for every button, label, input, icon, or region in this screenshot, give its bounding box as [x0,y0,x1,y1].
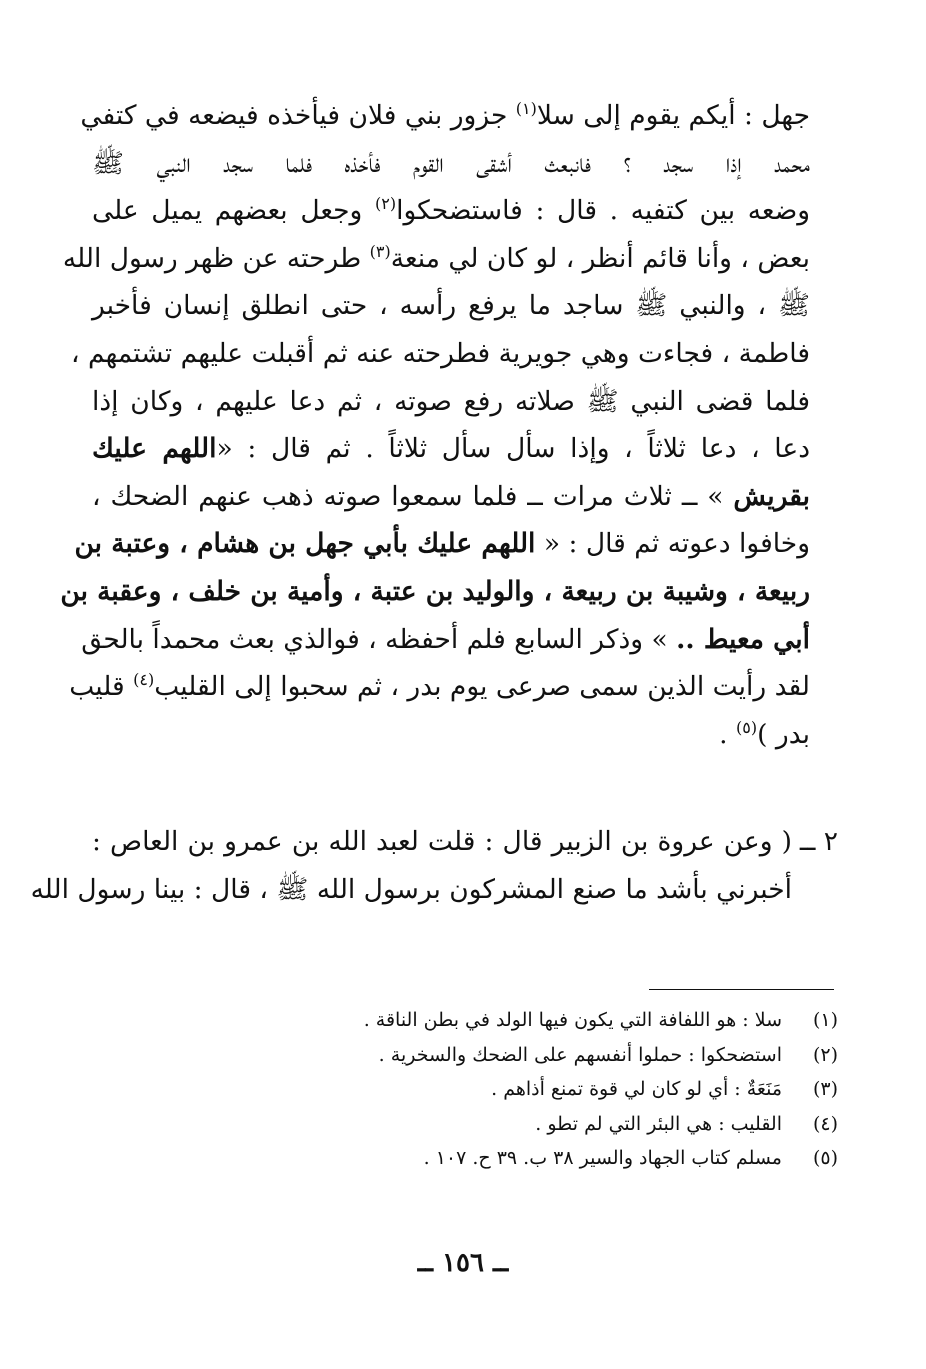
text-line-10: وخافوا دعوته ثم قال : « اللهم عليك بأبي جهل بن هشام ، وعتبة بن [74,528,810,560]
text-line-13: لقد رأيت الذين سمى صرعى يوم بدر ، ثم سحبوا إلى القليب$^{(٤)}$ قليب [69,670,810,703]
footnote-ref-1: (١) [515,99,537,119]
text-line-9: بقريش » ــ ثلاث مرات ــ فلما سمعوا صوته ذهب عنهم الضحك ، [92,480,810,512]
footnote-4: (٤) القليب : هي البئر التي لم تطو . [535,1112,838,1135]
text-line-8: دعا ، دعا ثلاثاً ، وإذا سأل سأل ثلاثاً . ثم قال : «اللهم عليك [92,433,810,465]
text-line-4: بعض ، وأنا قائم أنظر ، لو كان لي منعة$^{(٣)}$ طرحته عن ظهر رسول الله [62,241,810,274]
text-line-11: ربيعة ، وشيبة بن ربيعة ، والوليد بن عتبة ، وأمية بن خلف ، وعقبة بن [60,575,810,607]
text-line-3: وضعه بين كتفيه . قال : فاستضحكوا$^{(٢)}$ وجعل بعضهم يميل على [92,194,810,227]
text-line-7: فلما قضى النبي ﷺ صلاته رفع صوته ، ثم دعا عليهم ، وكان إذا [92,385,810,417]
footnote-3: (٣) مَنَعَةٌ : أي لو كان لي قوة تمنع أذاهم . [491,1078,838,1100]
footnote-2: (٢) استضحكوا : حملوا أنفسهم على الضحك والسخرية . [378,1043,838,1066]
text-line-12: أبي معيط .. » وذكر السابع فلم أحفظه ، فوالذي بعث محمداً بالحق [81,623,810,655]
hadith-number: ٢ ــ [799,826,838,857]
hadith-2-line-2: أخبرني بأشد ما صنع المشركون برسول الله ﷺ ، قال : بينا رسول الله [30,874,792,905]
hadith-2 [30,818,838,914]
footnote-ref-4: (٤) [133,670,155,690]
hadith-1-text [60,92,810,758]
text-line-5: ﷺ ، والنبي ﷺ ساجد ما يرفع رأسه ، حتى انطلق إنسان فأخبر [92,290,810,322]
footnote-divider [649,989,834,990]
page-number: ــ ١٥٦ ــ [417,1248,509,1278]
text-line-6: فاطمة ، فجاءت وهي جويرية فطرحته عنه ثم أقبلت عليهم تشتمهم ، [71,337,810,369]
footnotes [318,1003,838,1176]
text-line-14: بدر )$^{(٥)}$ . [719,717,810,750]
footnote-ref-2: (٢) [375,194,397,214]
footnote-5: (٥) مسلم كتاب الجهاد والسير ٣٨ ب. ٣٩ ح. ١٠٧ . [423,1147,838,1169]
text-line-1: جهل : أيكم يقوم إلى سلا$^{(١)}$ جزور بني فلان فيأخذه فيضعه في كتفي [80,99,810,131]
hadith-2-line-1: ( وعن عروة بن الزبير قال : قلت لعبد الله بن عمرو بن العاص : [92,826,792,857]
footnote-1: (١) سلا : هو اللفافة التي يكون فيها الولد في بطن الناقة . [363,1009,838,1031]
bold-prayer-1: اللهم عليك [92,433,217,465]
bold-prayer-2: اللهم عليك بأبي جهل بن هشام ، وعتبة بن [74,528,536,560]
text-line-2: محمد إذا سجد ؟ فانبعث أشقى القوم فأخذه فلما سجد النبي ﷺ [92,147,810,179]
footnote-ref-5: (٥) [736,717,758,737]
footnote-ref-3: (٣) [369,241,391,261]
